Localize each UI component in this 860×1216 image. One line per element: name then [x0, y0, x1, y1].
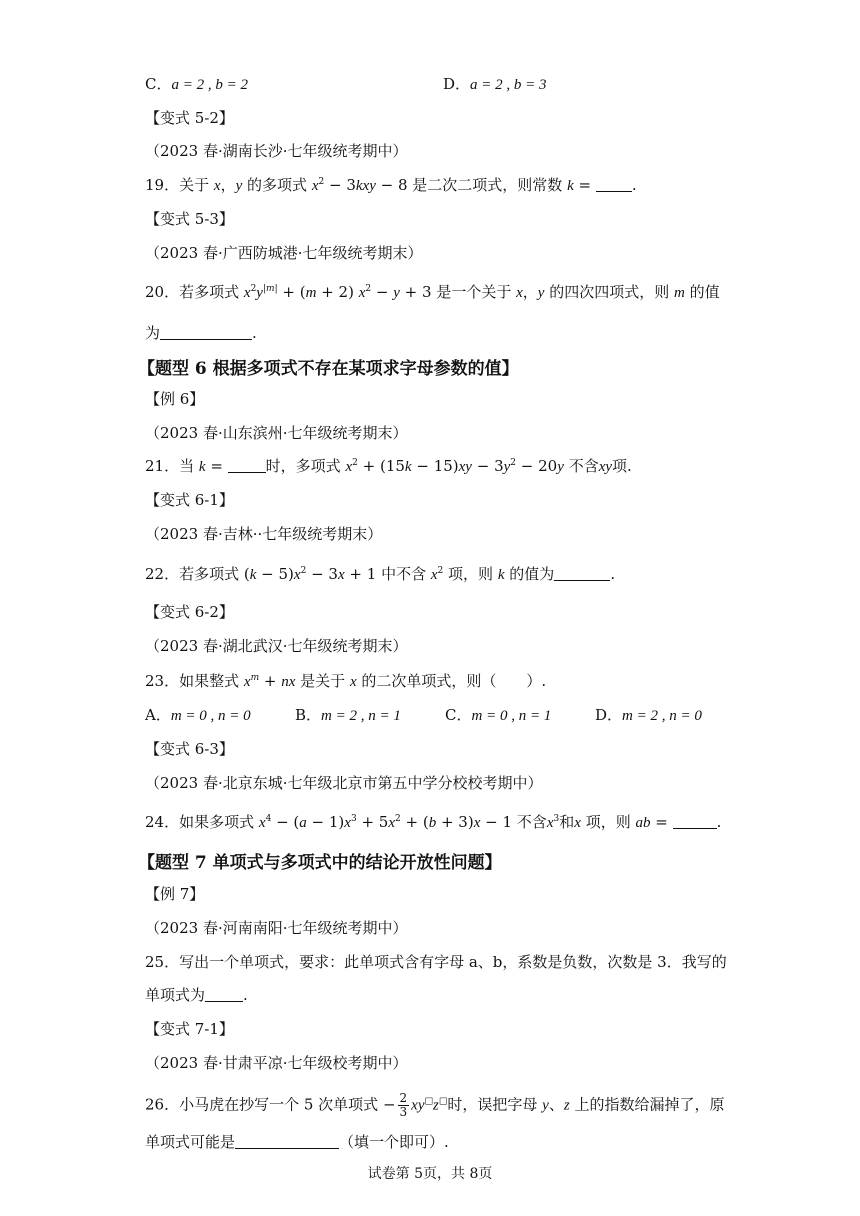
- question-23: 23．如果整式 $x^m$ + nx 是关于 x 的二次单项式，则（ ）.: [145, 672, 547, 690]
- question-25-line2: 单项式为 .: [145, 986, 248, 1004]
- q18-option-d-text: a = 2 , b = 3: [470, 77, 547, 93]
- variant-5-2-tag: 【变式 5-2】: [145, 109, 234, 127]
- answer-blank[interactable]: [596, 177, 632, 192]
- variant-7-1-source: （2023 春·甘肃平凉·七年级校考期中）: [145, 1054, 408, 1072]
- section-heading-type-7: 【题型 7 单项式与多项式中的结论开放性问题】: [138, 853, 502, 873]
- variant-6-2-tag: 【变式 6-2】: [145, 603, 234, 621]
- variant-6-1-tag: 【变式 6-1】: [145, 491, 234, 509]
- page-footer: 试卷第 5页，共 8页: [367, 1166, 493, 1182]
- option-c[interactable]: C．m = 0 , n = 1: [445, 706, 552, 724]
- question-20: 20．若多项式 $x^2y^{|m|} + (m + 2) x^2 - y + 3$ 是一个关于 x，y 的四次四项式，则 m 的值: [145, 283, 720, 301]
- question-20-line2: 为 .: [145, 324, 257, 342]
- example-6-tag: 【例 6】: [145, 390, 205, 408]
- variant-6-3-tag: 【变式 6-3】: [145, 740, 234, 758]
- answer-blank[interactable]: [235, 1134, 339, 1149]
- question-25: 25．写出一个单项式，要求：此单项式含有字母 a、b，系数是负数，次数是 3．我写的: [145, 953, 727, 971]
- answer-blank[interactable]: [205, 987, 243, 1002]
- variant-6-1-source: （2023 春·吉林··七年级统考期末）: [145, 525, 383, 543]
- q18-option-c-text: a = 2 , b = 2: [171, 77, 248, 93]
- example-6-source: （2023 春·山东滨州·七年级统考期末）: [145, 424, 408, 442]
- option-a[interactable]: A．m = 0 , n = 0: [145, 706, 251, 724]
- answer-blank[interactable]: [228, 458, 266, 473]
- example-7-tag: 【例 7】: [145, 885, 205, 903]
- answer-blank[interactable]: [160, 325, 252, 340]
- question-22: 22．若多项式 $(k - 5)x^2 - 3x + 1$ 中不含 $x^2$ 项，则 k 的值为 .: [145, 565, 616, 583]
- q18-option-d: D．a = 2 , b = 3: [443, 75, 547, 93]
- question-26-line2: 单项式可能是 （填一个即可）.: [145, 1133, 449, 1151]
- option-d[interactable]: D．m = 2 , n = 0: [595, 706, 702, 724]
- variant-6-2-source: （2023 春·湖北武汉·七年级统考期末）: [145, 637, 408, 655]
- answer-blank[interactable]: [554, 566, 610, 581]
- fraction: $\frac{2}{3}$: [399, 1091, 408, 1119]
- variant-5-3-source: （2023 春·广西防城港·七年级统考期末）: [145, 244, 423, 262]
- question-21: 21．当 k = 时，多项式 $x^2 + (15k - 15)xy - 3y^2 - 20y$ 不含xy项.: [145, 457, 632, 475]
- section-heading-type-6: 【题型 6 根据多项式不存在某项求字母参数的值】: [138, 359, 519, 379]
- q18-option-c: C．a = 2 , b = 2: [145, 75, 248, 93]
- question-26: 26．小马虎在抄写一个 5 次单项式 − $\frac{2}{3}$ xy□z□时，误把字母 y、z 上的指数给漏掉了，原: [145, 1091, 725, 1119]
- variant-6-3-source: （2023 春·北京东城·七年级北京市第五中学分校校考期中）: [145, 774, 543, 792]
- question-19: 19．关于 x，y 的多项式 $x^2 - 3kxy - 8$ 是二次二项式，则常数 k = .: [145, 176, 637, 194]
- option-b[interactable]: B．m = 2 , n = 1: [295, 706, 401, 724]
- question-24: 24．如果多项式 $x^4 - (a - 1)x^3 + 5x^2 + (b + 3)x - 1$ 不含$x^3$和x 项，则 ab = .: [145, 813, 722, 831]
- answer-blank[interactable]: [673, 814, 717, 829]
- question-23-options: [145, 704, 702, 725]
- variant-7-1-tag: 【变式 7-1】: [145, 1020, 234, 1038]
- variant-5-2-source: （2023 春·湖南长沙·七年级统考期中）: [145, 142, 408, 160]
- variant-5-3-tag: 【变式 5-3】: [145, 210, 234, 228]
- example-7-source: （2023 春·河南南阳·七年级统考期中）: [145, 919, 408, 937]
